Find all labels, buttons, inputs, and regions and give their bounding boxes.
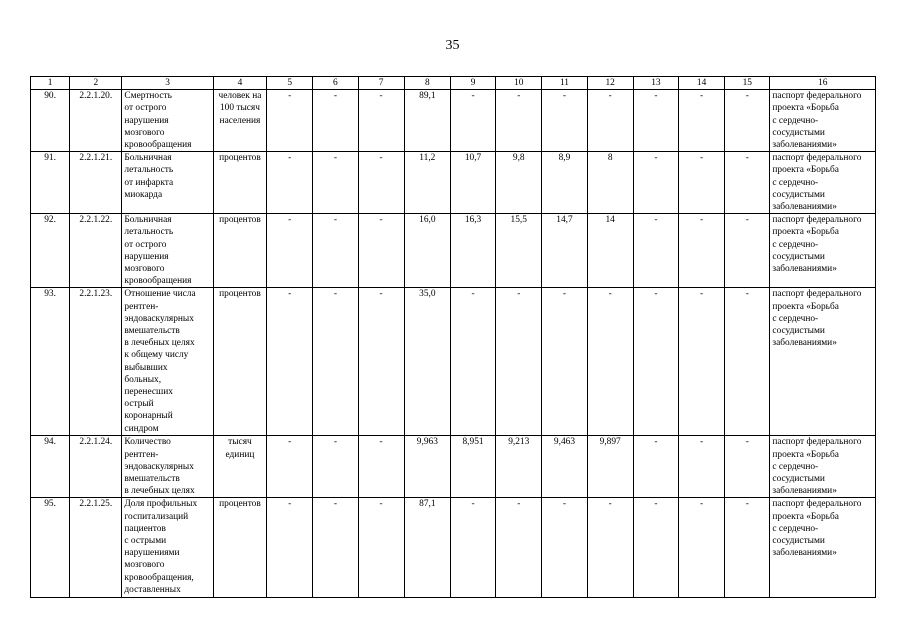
value-cell: - [542, 498, 587, 598]
value-cell: - [725, 214, 770, 288]
value-cell: 8,951 [450, 436, 495, 498]
column-header: 8 [404, 77, 450, 90]
column-header: 6 [313, 77, 358, 90]
indicator-name: Количество рентген- эндоваскулярных вмешательств в лечебных целях [122, 436, 213, 498]
column-header: 12 [587, 77, 633, 90]
row-number: 93. [31, 288, 70, 436]
value-cell: 35,0 [404, 288, 450, 436]
value-cell: - [267, 436, 313, 498]
value-cell: 8 [587, 152, 633, 214]
column-header: 9 [450, 77, 495, 90]
indicator-code: 2.2.1.20. [70, 90, 122, 152]
value-cell: 8,9 [542, 152, 587, 214]
value-cell: - [313, 288, 358, 436]
column-header: 1 [31, 77, 70, 90]
value-cell: - [587, 288, 633, 436]
value-cell: - [678, 90, 724, 152]
value-cell: 9,897 [587, 436, 633, 498]
table-row [31, 90, 876, 152]
value-cell: 14,7 [542, 214, 587, 288]
column-header: 7 [358, 77, 404, 90]
value-cell: - [358, 288, 404, 436]
value-cell: 9,8 [496, 152, 542, 214]
indicator-code: 2.2.1.21. [70, 152, 122, 214]
column-header: 16 [770, 77, 876, 90]
value-cell: - [725, 90, 770, 152]
value-cell: - [496, 288, 542, 436]
source-document: паспорт федерального проекта «Борьба с сердечно- сосудистыми заболеваниями» [770, 214, 876, 288]
value-cell: - [678, 288, 724, 436]
value-cell: - [496, 90, 542, 152]
value-cell: - [358, 90, 404, 152]
value-cell: 9,213 [496, 436, 542, 498]
source-document: паспорт федерального проекта «Борьба с сердечно- сосудистыми заболеваниями» [770, 152, 876, 214]
table-row [31, 214, 876, 288]
value-cell: - [725, 152, 770, 214]
column-header: 14 [678, 77, 724, 90]
header-row [31, 77, 876, 90]
source-document: паспорт федерального проекта «Борьба с сердечно- сосудистыми заболеваниями» [770, 288, 876, 436]
column-header: 11 [542, 77, 587, 90]
unit-of-measure: человек на 100 тысяч населения [213, 90, 266, 152]
value-cell: - [678, 498, 724, 598]
value-cell: - [633, 152, 678, 214]
value-cell: - [725, 288, 770, 436]
table-body [31, 90, 876, 598]
value-cell: - [313, 436, 358, 498]
column-header: 4 [213, 77, 266, 90]
column-header: 15 [725, 77, 770, 90]
value-cell: - [450, 498, 495, 598]
column-header: 5 [267, 77, 313, 90]
unit-of-measure: процентов [213, 288, 266, 436]
indicator-name: Больничная летальность от острого нарушения мозгового кровообращения [122, 214, 213, 288]
table-row [31, 436, 876, 498]
value-cell: - [450, 288, 495, 436]
value-cell: - [633, 90, 678, 152]
value-cell: - [725, 436, 770, 498]
value-cell: 15,5 [496, 214, 542, 288]
value-cell: - [678, 152, 724, 214]
value-cell: 87,1 [404, 498, 450, 598]
column-header: 13 [633, 77, 678, 90]
value-cell: - [633, 288, 678, 436]
indicator-code: 2.2.1.24. [70, 436, 122, 498]
value-cell: - [267, 152, 313, 214]
value-cell: - [633, 498, 678, 598]
value-cell: - [542, 90, 587, 152]
table-row [31, 152, 876, 214]
value-cell: - [313, 152, 358, 214]
value-cell: - [358, 152, 404, 214]
indicator-code: 2.2.1.23. [70, 288, 122, 436]
value-cell: 89,1 [404, 90, 450, 152]
unit-of-measure: процентов [213, 152, 266, 214]
source-document: паспорт федерального проекта «Борьба с сердечно- сосудистыми заболеваниями» [770, 498, 876, 598]
source-document: паспорт федерального проекта «Борьба с сердечно- сосудистыми заболеваниями» [770, 436, 876, 498]
value-cell: - [313, 214, 358, 288]
unit-of-measure: процентов [213, 214, 266, 288]
row-number: 91. [31, 152, 70, 214]
value-cell: - [267, 90, 313, 152]
column-header: 2 [70, 77, 122, 90]
table-row [31, 288, 876, 436]
value-cell: - [313, 498, 358, 598]
value-cell: 9,963 [404, 436, 450, 498]
source-document: паспорт федерального проекта «Борьба с сердечно- сосудистыми заболеваниями» [770, 90, 876, 152]
value-cell: - [358, 214, 404, 288]
indicator-name: Отношение числа рентген- эндоваскулярных вмешательств в лечебных целях к общему числу выбывших больных, перенесших острый коронарный синдром [122, 288, 213, 436]
table-row [31, 498, 876, 598]
unit-of-measure: процентов [213, 498, 266, 598]
value-cell: 10,7 [450, 152, 495, 214]
value-cell: 16,3 [450, 214, 495, 288]
value-cell: - [633, 214, 678, 288]
value-cell: - [725, 498, 770, 598]
row-number: 94. [31, 436, 70, 498]
column-header: 3 [122, 77, 213, 90]
value-cell: - [267, 214, 313, 288]
value-cell: - [542, 288, 587, 436]
row-number: 95. [31, 498, 70, 598]
unit-of-measure: тысяч единиц [213, 436, 266, 498]
value-cell: - [313, 90, 358, 152]
indicator-code: 2.2.1.25. [70, 498, 122, 598]
row-number: 90. [31, 90, 70, 152]
value-cell: - [358, 498, 404, 598]
indicators-table [30, 76, 876, 598]
indicator-name: Доля профильных госпитализаций пациентов с острыми нарушениями мозгового кровообращения, доставленных [122, 498, 213, 598]
value-cell: - [358, 436, 404, 498]
value-cell: - [678, 214, 724, 288]
value-cell: 11,2 [404, 152, 450, 214]
value-cell: - [587, 90, 633, 152]
value-cell: 14 [587, 214, 633, 288]
page-number: 35 [445, 38, 460, 53]
value-cell: - [267, 498, 313, 598]
row-number: 92. [31, 214, 70, 288]
value-cell: - [678, 436, 724, 498]
value-cell: 16,0 [404, 214, 450, 288]
column-header: 10 [496, 77, 542, 90]
value-cell: - [267, 288, 313, 436]
value-cell: 9,463 [542, 436, 587, 498]
indicator-name: Больничная летальность от инфаркта миокарда [122, 152, 213, 214]
indicator-name: Смертность от острого нарушения мозгового кровообращения [122, 90, 213, 152]
value-cell: - [587, 498, 633, 598]
indicator-code: 2.2.1.22. [70, 214, 122, 288]
value-cell: - [496, 498, 542, 598]
value-cell: - [450, 90, 495, 152]
value-cell: - [633, 436, 678, 498]
